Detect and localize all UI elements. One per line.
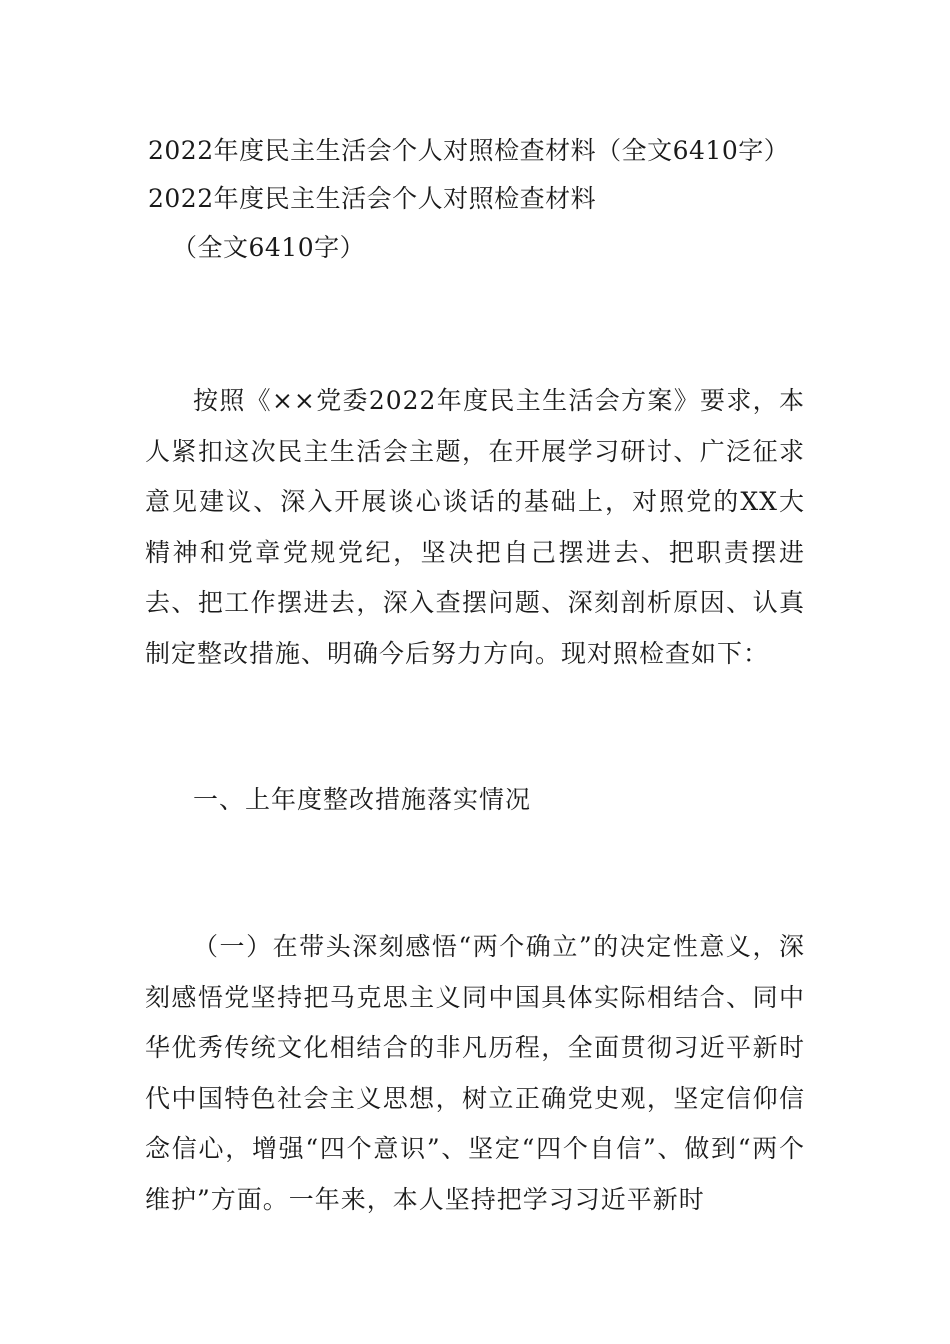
intro-paragraph: 按照《××党委2022年度民主生活会方案》要求，本人紧扣这次民主生活会主题，在开展学习研讨、广泛征求意见建议、深入开展谈心谈话的基础上，对照党的XX大精神和党章党规党纪，坚决把自己摆进去、把职责摆进去、把工作摆进去，深入查摆问题、深刻剖析原因、认真制定整改措施、明确今后努力方向。现对照检查如下：	[145, 386, 805, 668]
section-1-paragraph: （一）在带头深刻感悟“两个确立”的决定性意义，深刻感悟党坚持把马克思主义同中国具体实际相结合、同中华优秀传统文化相结合的非凡历程，全面贯彻习近平新时代中国特色社会主义思想，树立正确党史观，坚定信仰信念信心，增强“四个意识”、坚定“四个自信”、做到“两个维护”方面。一年来，本人坚持把学习习近平新时	[145, 932, 805, 1214]
document-title-full: 2022年度民主生活会个人对照检查材料（全文6410字）	[148, 136, 790, 165]
section-heading-1: 一、上年度整改措施落实情况	[193, 785, 532, 814]
document-title: 2022年度民主生活会个人对照检查材料	[148, 184, 597, 213]
document-word-count: （全文6410字）	[172, 233, 366, 262]
